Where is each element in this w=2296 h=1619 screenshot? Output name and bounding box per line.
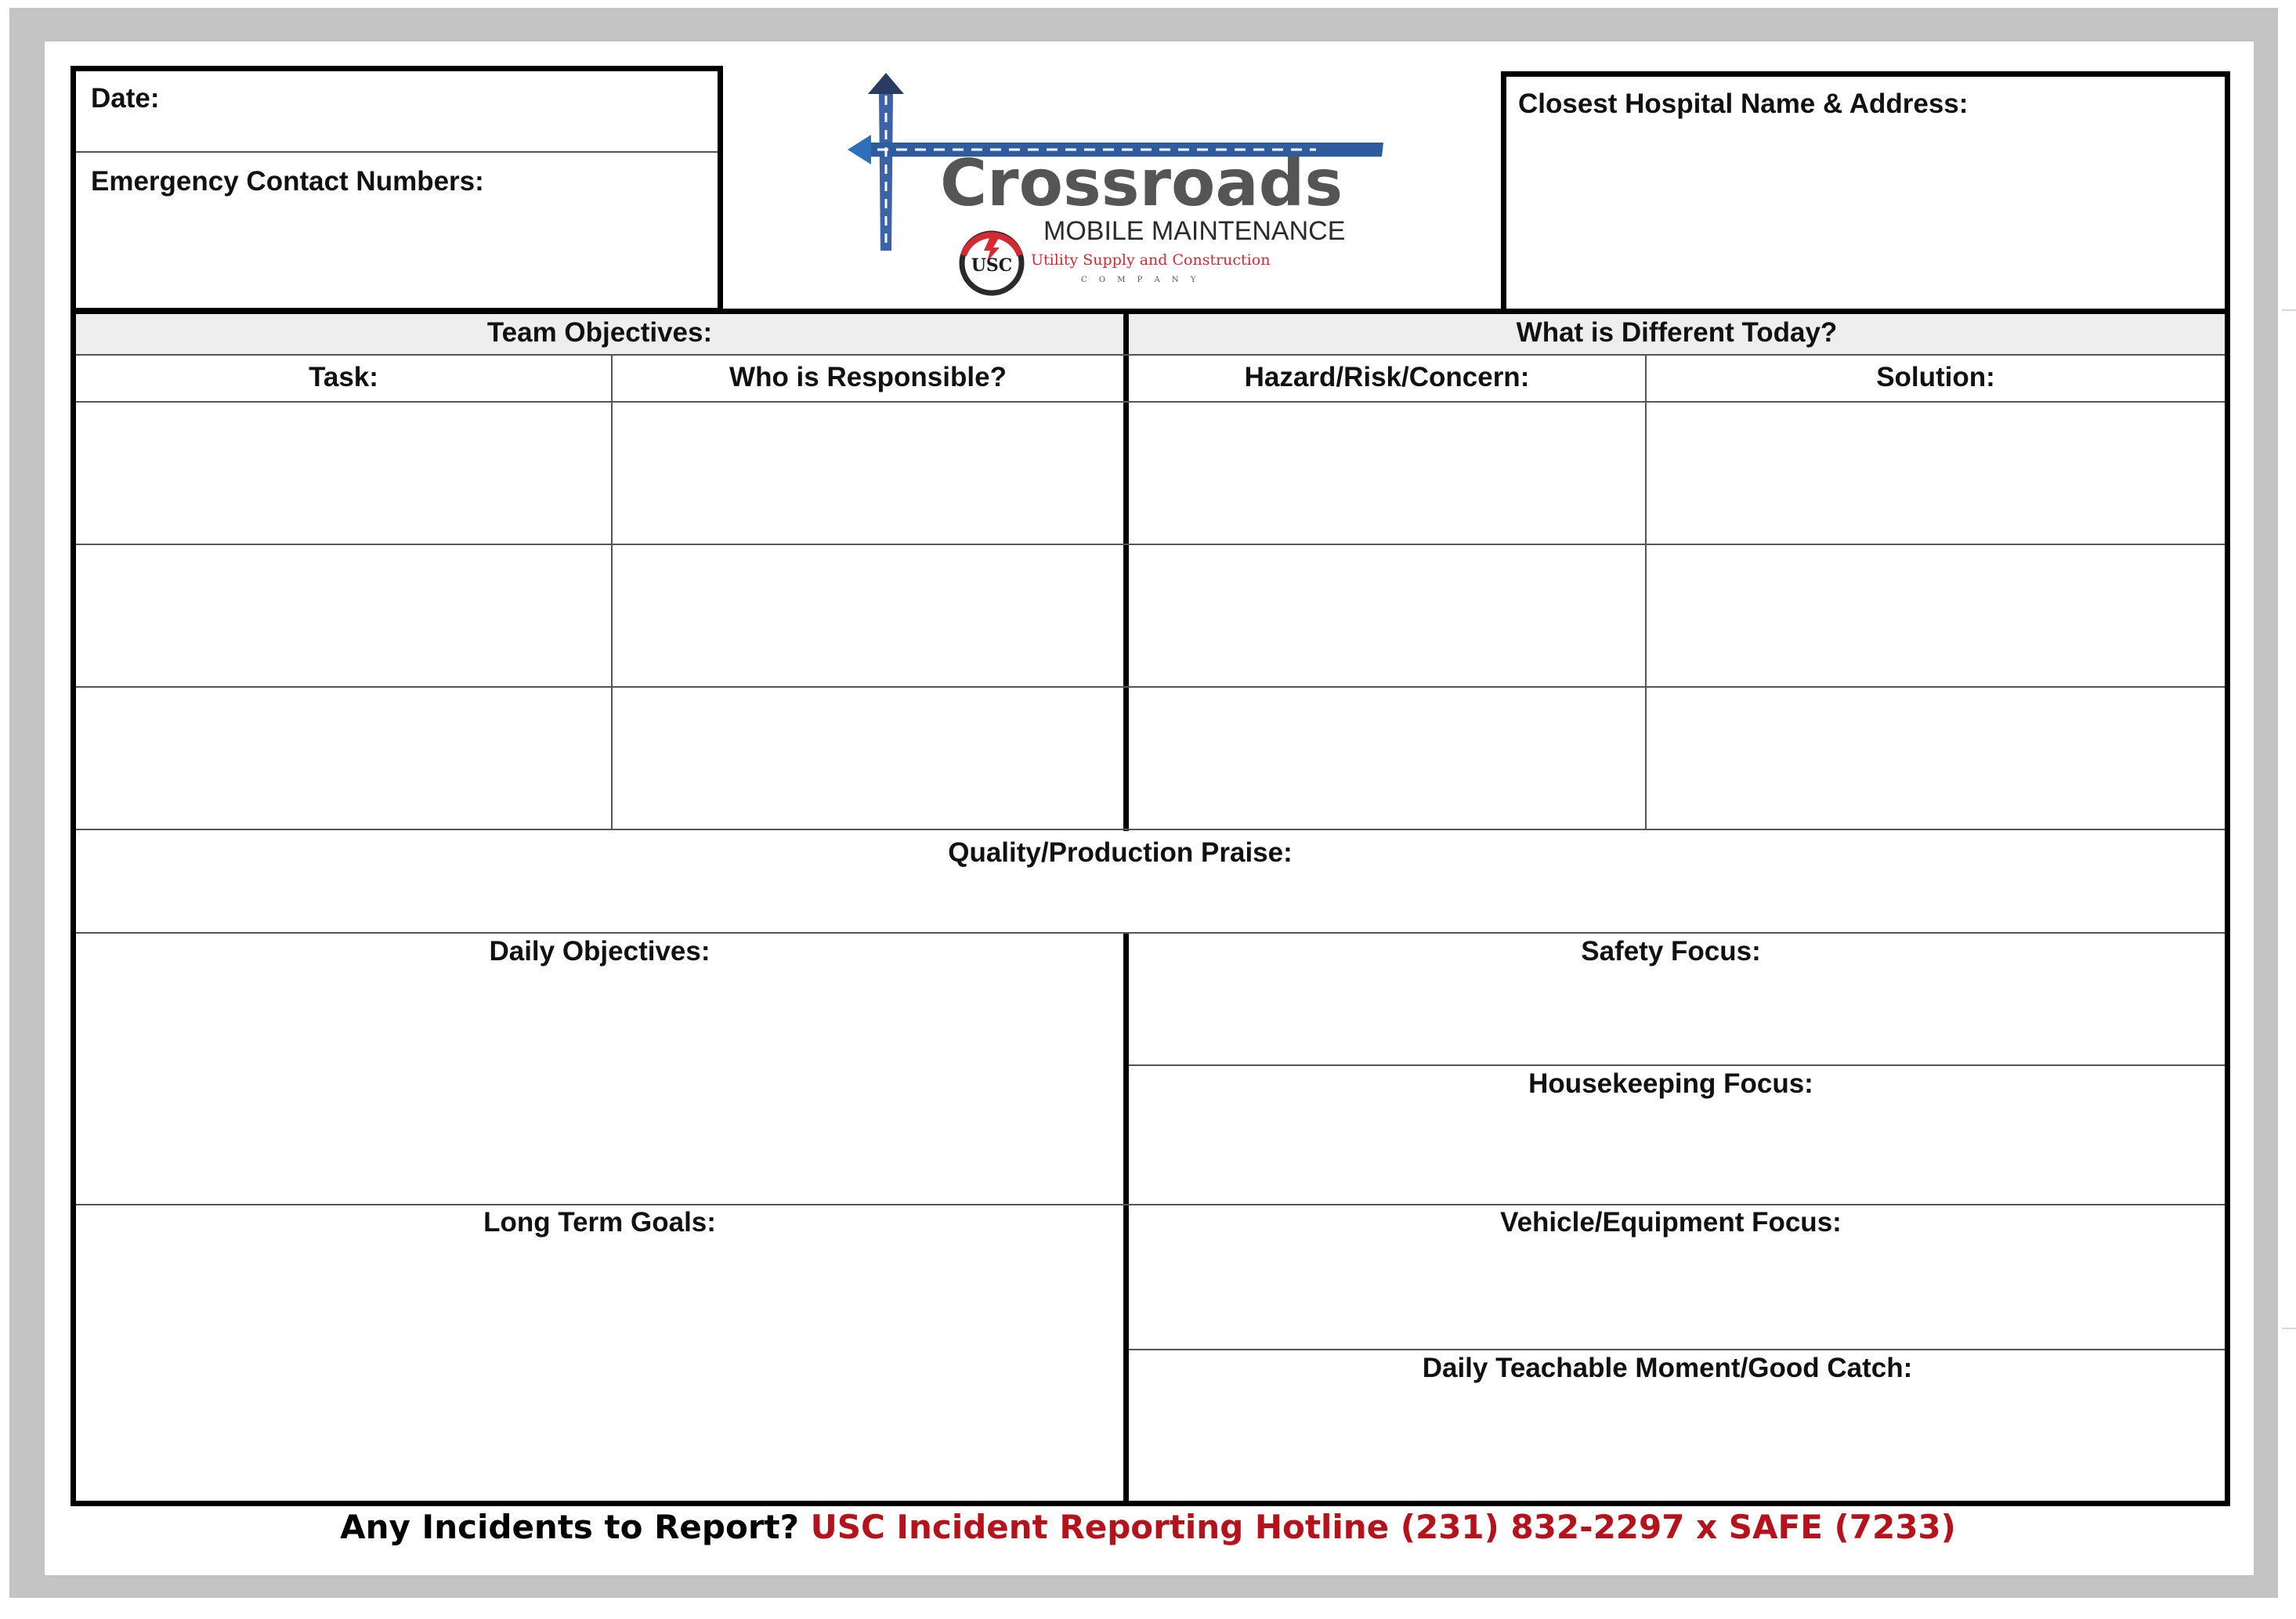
hazard-column-header: Hazard/Risk/Concern: — [1244, 362, 1530, 392]
mid-rule — [76, 1204, 2225, 1205]
task-col-divider — [611, 354, 613, 829]
vehicle-rule — [1129, 1349, 2225, 1350]
center-divider-bottom — [1123, 932, 1129, 1501]
incident-hotline: USC Incident Reporting Hotline (231) 832-2297 x SAFE (7233) — [810, 1508, 1956, 1546]
safety-focus-label: Safety Focus: — [1581, 936, 1761, 967]
header-rule — [76, 354, 2225, 356]
arrow-left-icon — [848, 135, 871, 164]
edge-tick — [2282, 309, 2296, 311]
housekeeping-focus-label: Housekeeping Focus: — [1528, 1068, 1813, 1099]
crossroads-logo — [846, 70, 1394, 302]
logo-company-line: Utility Supply and Construction — [1031, 251, 1271, 269]
long-term-goals-label: Long Term Goals: — [483, 1207, 716, 1238]
hospital-label: Closest Hospital Name & Address: — [1518, 89, 1969, 119]
column-header-rule — [76, 401, 2225, 403]
center-divider-top — [1123, 314, 1129, 831]
logo-company-word: C O M P A N Y — [1081, 276, 1201, 284]
incident-question: Any Incidents to Report? — [340, 1508, 799, 1546]
responsible-column-header: Who is Responsible? — [729, 362, 1007, 392]
daily-objectives-label: Daily Objectives: — [489, 936, 710, 967]
task-column-header: Task: — [309, 362, 378, 392]
emergency-contact-label: Emergency Contact Numbers: — [91, 166, 484, 197]
main-grid — [71, 309, 2230, 1506]
what-different-title: What is Different Today? — [1516, 317, 1838, 348]
quality-praise-label: Quality/Production Praise: — [948, 837, 1293, 868]
hazard-col-divider — [1645, 354, 1647, 829]
teachable-moment-label: Daily Teachable Moment/Good Catch: — [1422, 1353, 1913, 1383]
praise-rule — [76, 932, 2225, 934]
date-label: Date: — [91, 83, 160, 114]
incident-footer — [0, 1508, 2296, 1546]
solution-column-header: Solution: — [1876, 362, 1995, 392]
vehicle-focus-label: Vehicle/Equipment Focus: — [1500, 1207, 1842, 1238]
row-rule-2 — [76, 686, 2225, 688]
team-objectives-title: Team Objectives: — [486, 317, 713, 348]
date-divider — [76, 151, 718, 153]
usc-badge-text: USC — [971, 255, 1013, 276]
safety-rule — [1129, 1064, 2225, 1066]
edge-tick — [2282, 1328, 2296, 1329]
logo-wordmark: Crossroads — [940, 146, 1343, 221]
row-rule-1 — [76, 544, 2225, 545]
logo-subtitle: MOBILE MAINTENANCE — [1043, 216, 1346, 246]
arrow-up-icon — [868, 73, 904, 94]
row-rule-3 — [76, 829, 2225, 830]
